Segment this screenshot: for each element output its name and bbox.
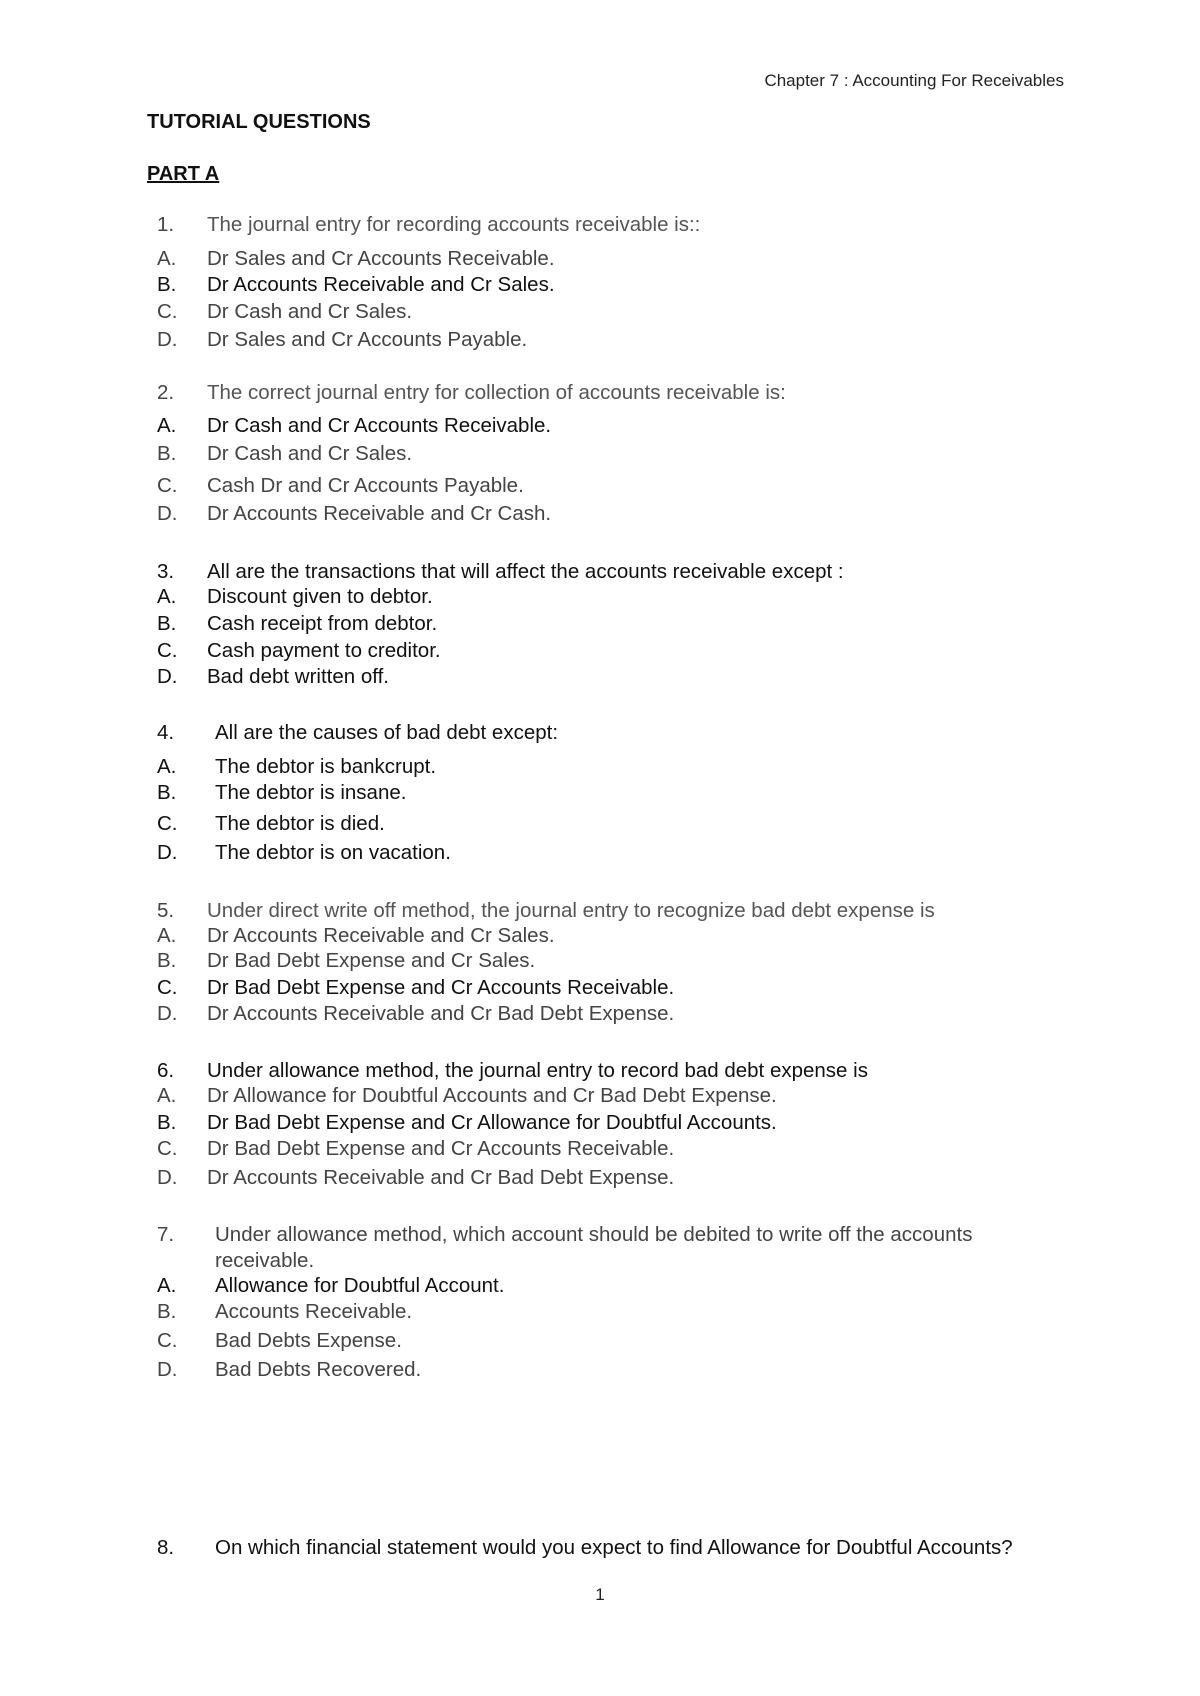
option-text: Bad debt written off.	[207, 665, 389, 688]
question-number: 3.	[157, 560, 175, 583]
option-letter: C.	[157, 976, 178, 999]
option-letter: C.	[157, 1329, 178, 1352]
option-text: Dr Cash and Cr Sales.	[207, 442, 413, 465]
question-number: 2.	[157, 381, 175, 404]
question-text: The journal entry for recording accounts receivable is::	[207, 213, 701, 236]
option-text: Dr Cash and Cr Accounts Receivable.	[207, 414, 552, 437]
option-letter: B.	[157, 1111, 177, 1134]
option-letter: A.	[157, 755, 177, 778]
option-text: Dr Accounts Receivable and Cr Cash.	[207, 502, 552, 525]
part-heading: PART A	[147, 163, 220, 185]
option-letter: D.	[157, 1002, 178, 1025]
question-number: 6.	[157, 1059, 175, 1082]
option-text: Dr Bad Debt Expense and Cr Accounts Receivable.	[207, 1137, 675, 1160]
question-text: Under direct write off method, the journal entry to recognize bad debt expense is	[207, 899, 935, 922]
option-text: Cash Dr and Cr Accounts Payable.	[207, 474, 524, 497]
question-text: Under allowance method, which account should be debited to write off the accounts	[215, 1223, 973, 1246]
page-title: TUTORIAL QUESTIONS	[147, 111, 371, 133]
option-text: Bad Debts Expense.	[215, 1329, 402, 1352]
question-text-continued: receivable.	[215, 1249, 315, 1272]
question-text: The correct journal entry for collection of accounts receivable is:	[207, 381, 786, 404]
option-letter: D.	[157, 1358, 178, 1381]
option-text: Dr Sales and Cr Accounts Payable.	[207, 328, 528, 351]
option-letter: D.	[157, 1166, 178, 1189]
option-text: Allowance for Doubtful Account.	[215, 1274, 505, 1297]
option-letter: A.	[157, 414, 177, 437]
option-text: Dr Accounts Receivable and Cr Bad Debt Expense.	[207, 1002, 675, 1025]
option-letter: A.	[157, 247, 177, 270]
option-text: The debtor is died.	[215, 812, 385, 835]
option-text: Dr Accounts Receivable and Cr Sales.	[207, 273, 555, 296]
option-letter: D.	[157, 502, 178, 525]
question-number: 4.	[157, 721, 175, 744]
option-text: Dr Allowance for Doubtful Accounts and Cr Bad Debt Expense.	[207, 1084, 777, 1107]
option-letter: B.	[157, 273, 177, 296]
option-letter: A.	[157, 1084, 177, 1107]
question-text: On which financial statement would you expect to find Allowance for Doubtful Accounts?	[215, 1536, 1013, 1559]
option-text: Dr Bad Debt Expense and Cr Accounts Receivable.	[207, 976, 675, 999]
option-letter: D.	[157, 665, 178, 688]
option-letter: C.	[157, 1137, 178, 1160]
question-number: 1.	[157, 213, 175, 236]
option-text: Dr Bad Debt Expense and Cr Sales.	[207, 949, 536, 972]
question-text: All are the transactions that will affect the accounts receivable except :	[207, 560, 844, 583]
option-letter: A.	[157, 1274, 177, 1297]
question-number: 7.	[157, 1223, 175, 1246]
option-text: Discount given to debtor.	[207, 585, 433, 608]
option-text: Cash receipt from debtor.	[207, 612, 438, 635]
option-text: The debtor is on vacation.	[215, 841, 451, 864]
option-text: Dr Sales and Cr Accounts Receivable.	[207, 247, 555, 270]
option-letter: B.	[157, 1300, 177, 1323]
option-text: Bad Debts Recovered.	[215, 1358, 422, 1381]
option-letter: C.	[157, 300, 178, 323]
option-letter: C.	[157, 639, 178, 662]
option-text: The debtor is bankcrupt.	[215, 755, 437, 778]
option-letter: C.	[157, 812, 178, 835]
option-letter: B.	[157, 781, 177, 804]
page-number: 1	[595, 1585, 605, 1604]
option-letter: C.	[157, 474, 178, 497]
option-text: The debtor is insane.	[215, 781, 407, 804]
option-letter: B.	[157, 949, 177, 972]
option-text: Cash payment to creditor.	[207, 639, 441, 662]
question-text: All are the causes of bad debt except:	[215, 721, 559, 744]
option-letter: D.	[157, 841, 178, 864]
question-text: Under allowance method, the journal entry to record bad debt expense is	[207, 1059, 868, 1082]
option-letter: D.	[157, 328, 178, 351]
question-number: 8.	[157, 1536, 175, 1559]
option-letter: A.	[157, 585, 177, 608]
option-text: Dr Accounts Receivable and Cr Bad Debt Expense.	[207, 1166, 675, 1189]
chapter-header: Chapter 7 : Accounting For Receivables	[764, 71, 1064, 90]
option-text: Dr Accounts Receivable and Cr Sales.	[207, 924, 555, 947]
option-text: Accounts Receivable.	[215, 1300, 413, 1323]
option-letter: B.	[157, 442, 177, 465]
option-letter: B.	[157, 612, 177, 635]
question-number: 5.	[157, 899, 175, 922]
option-text: Dr Cash and Cr Sales.	[207, 300, 413, 323]
option-text: Dr Bad Debt Expense and Cr Allowance for Doubtful Accounts.	[207, 1111, 777, 1134]
option-letter: A.	[157, 924, 177, 947]
